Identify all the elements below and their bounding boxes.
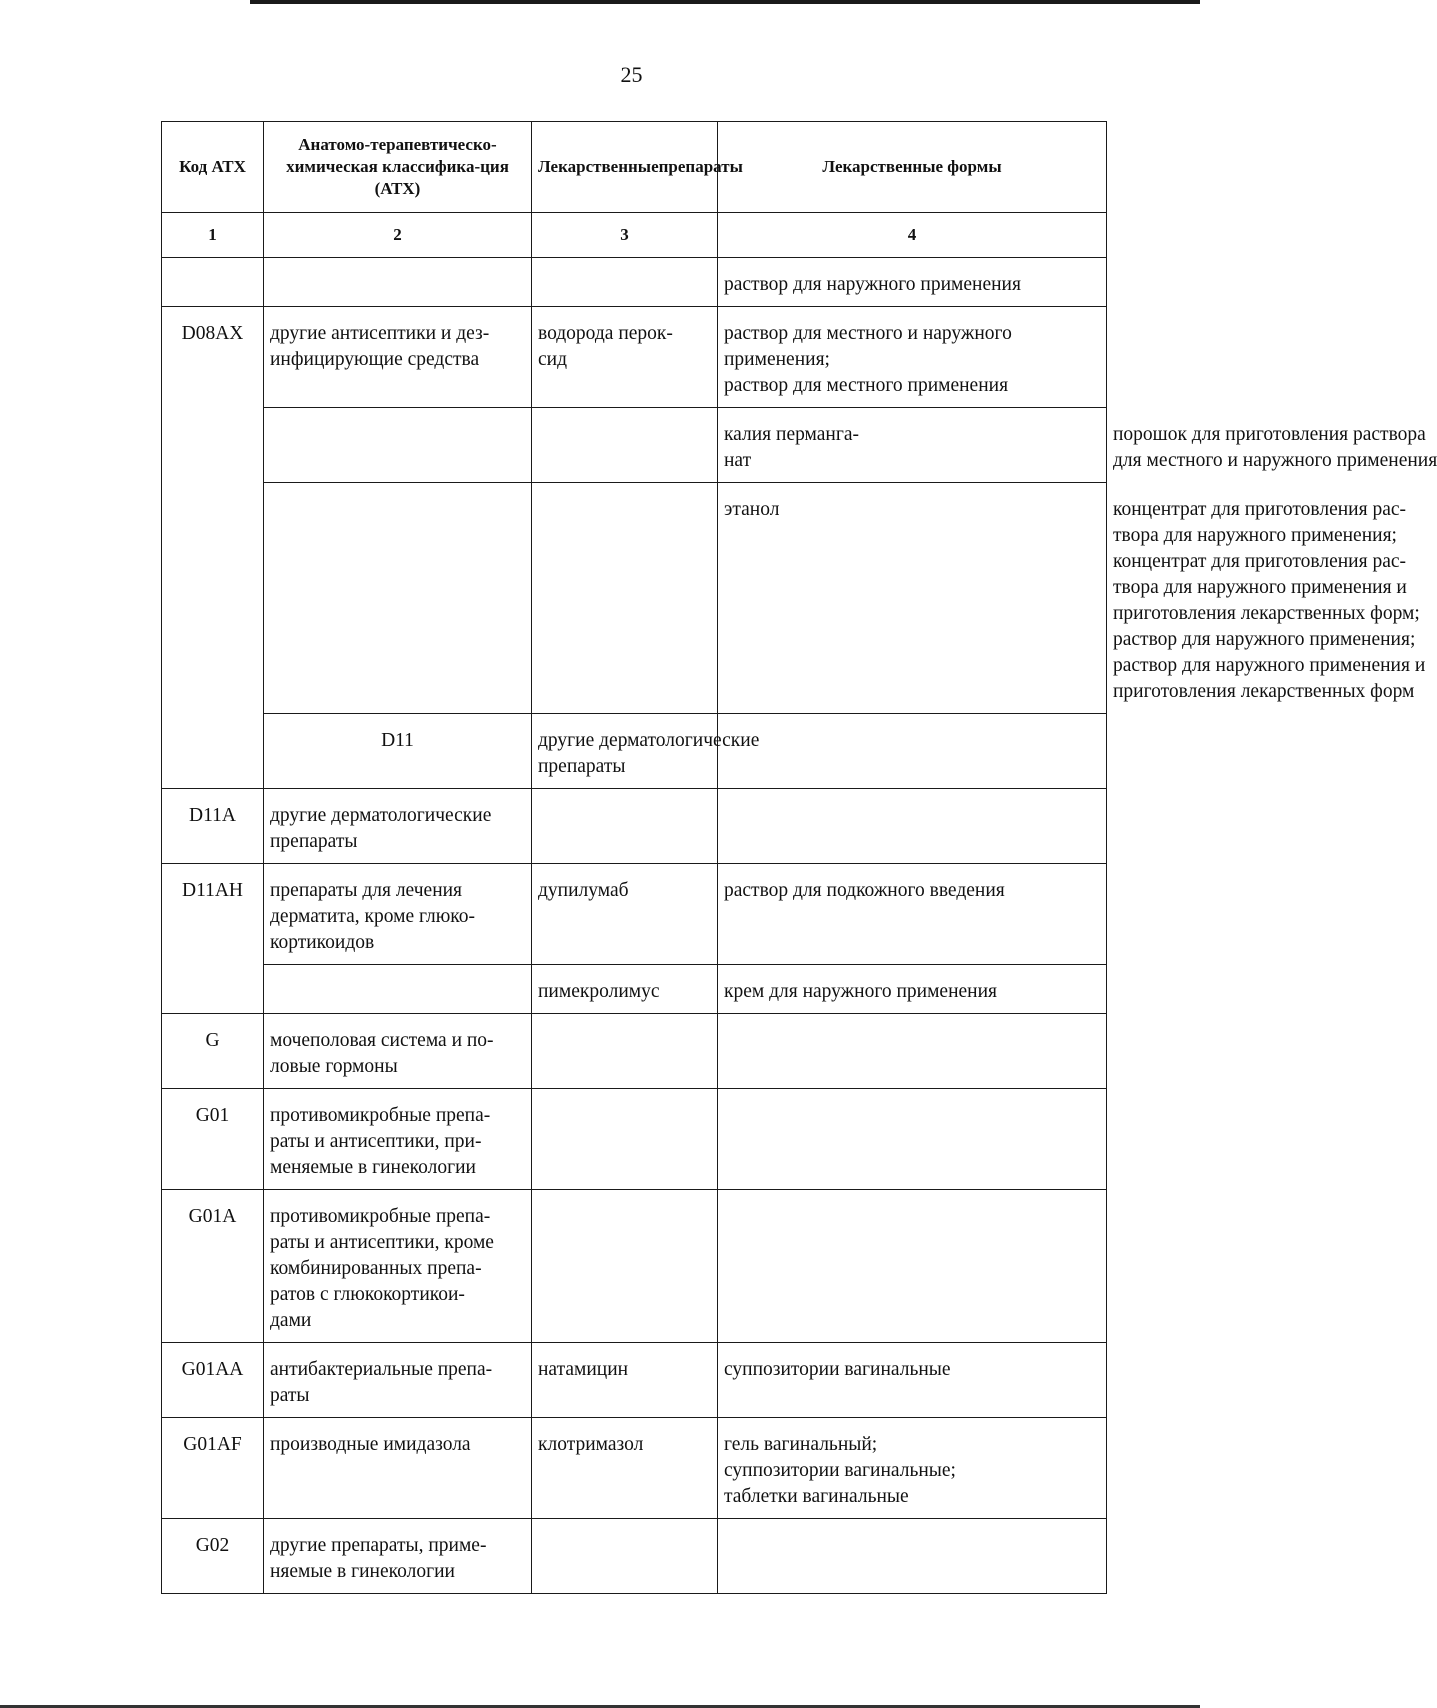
- cell-text-line: раствор для подкожного введения: [724, 880, 1005, 901]
- cell-text-line: комбинированных препа-: [270, 1258, 482, 1279]
- header-atc-code: [162, 122, 264, 213]
- header-text-line: Анатомо-терапевтическо-: [298, 135, 497, 154]
- atc-classification-cell: [264, 1519, 532, 1594]
- cell-text-line: кортикоидов: [270, 932, 375, 953]
- drug-name-cell: [532, 965, 718, 1014]
- cell-text-line: производные имидазола: [270, 1434, 471, 1455]
- table-row: этанол концентрат для приготовления рас- твора для наружного применения; концентрат для приготовления рас- твора для наружного применения и приготовления лекарственных форм; раствор для наружного применения; раствор для наружного применения и приготовления лекарственных форм: [162, 483, 1107, 714]
- cell-text-line: ловые гормоны: [270, 1056, 398, 1077]
- header-drugs: [532, 122, 743, 213]
- table-row: [162, 1343, 1107, 1418]
- cell-text-line: раствор для местного и наружного: [724, 323, 1012, 344]
- atc-code-cell: D08AX: [162, 307, 264, 789]
- header-text-line: Лекарственные: [538, 157, 659, 176]
- dosage-form-cell: [718, 789, 1107, 864]
- atc-code-cell: G01: [162, 1089, 264, 1190]
- atc-code-cell: D11: [264, 714, 532, 789]
- atc-classification-cell: [264, 789, 532, 864]
- header-text-line: Код АТХ: [179, 157, 246, 176]
- drug-name-cell: [532, 1014, 718, 1089]
- atc-classification-cell: [532, 483, 718, 714]
- drug-name-cell: [532, 1089, 718, 1190]
- table-row: [162, 789, 1107, 864]
- column-number: 3: [532, 213, 718, 258]
- header-text-line: Лекарственные формы: [822, 157, 1002, 176]
- atc-classification-cell: [264, 965, 532, 1014]
- atc-code-cell: G02: [162, 1519, 264, 1594]
- cell-text-line: противомикробные препа-: [270, 1206, 491, 1227]
- atc-classification-cell: [264, 1014, 532, 1089]
- drug-name-cell: [532, 1418, 718, 1519]
- cell-text-line: пимекролимус: [538, 981, 660, 1002]
- cell-text-line: раствор для местного применения: [724, 375, 1009, 396]
- column-number: 4: [718, 213, 1107, 258]
- cell-text-line: меняемые в гинекологии: [270, 1157, 476, 1178]
- drug-name-cell: [718, 714, 1107, 789]
- drug-name-cell: [718, 483, 1107, 714]
- cell-text-line: мочеполовая система и по-: [270, 1030, 494, 1051]
- cell-text-line: антибактериальные препа-: [270, 1359, 493, 1380]
- header-text-line: химическая классифика-: [286, 157, 481, 176]
- atc-code-cell: G: [162, 1014, 264, 1089]
- table-row: [162, 965, 1107, 1014]
- column-number: 1: [162, 213, 264, 258]
- cell-text-line: крем для наружного применения: [724, 981, 998, 1002]
- drug-name-cell: [718, 408, 1107, 483]
- atc-classification-cell: [264, 258, 532, 307]
- drug-name-cell: [532, 864, 718, 965]
- header-atc-classification: [264, 122, 532, 213]
- drug-name-cell: [532, 1519, 718, 1594]
- atc-classification-cell: [264, 307, 532, 408]
- cell-text-line: раствор для наружного применения: [724, 274, 1021, 295]
- cell-text-line: нат: [724, 450, 752, 471]
- table-row: [162, 1519, 1107, 1594]
- dosage-form-cell: [718, 1190, 1107, 1343]
- cell-text-line: другие дерматологические: [538, 730, 760, 751]
- header-dosage-forms: [718, 122, 1107, 213]
- cell-text-line: применения;: [724, 349, 830, 370]
- cell-text-line: таблетки вагинальные: [724, 1486, 909, 1507]
- cell-text-line: дерматита, кроме глюко-: [270, 906, 476, 927]
- drug-name-cell: [532, 1190, 718, 1343]
- table-row: [162, 714, 1107, 789]
- atc-code-cell: [264, 483, 532, 714]
- page-number: 25: [620, 62, 643, 87]
- table-header-row: [162, 122, 1107, 213]
- cell-text-line: другие препараты, приме-: [270, 1535, 487, 1556]
- column-number-row: [162, 213, 1107, 258]
- table-row: [162, 1190, 1107, 1343]
- cell-text-line: натамицин: [538, 1359, 629, 1380]
- cell-text-line: препараты для лечения: [270, 880, 463, 901]
- scan-top-edge-line: [250, 0, 1200, 4]
- table-row: [162, 864, 1107, 965]
- header-text-line: ция (АТХ): [374, 157, 509, 198]
- header-text-line: препараты: [658, 157, 743, 176]
- atc-code-cell: G01AF: [162, 1418, 264, 1519]
- drug-name-cell: [532, 789, 718, 864]
- dosage-form-cell: [718, 1418, 1107, 1519]
- cell-text-line: клотримазол: [538, 1434, 644, 1455]
- drug-name-cell: [532, 307, 718, 408]
- cell-text-line: ратов с глюкокортикои-: [270, 1284, 465, 1305]
- cell-text-line: препараты: [538, 756, 626, 777]
- cell-text-line: сид: [538, 349, 568, 370]
- atc-classification-cell: [264, 1418, 532, 1519]
- cell-text-line: этанол: [724, 499, 780, 520]
- atc-code-cell: [264, 408, 532, 483]
- table-row: [162, 1014, 1107, 1089]
- cell-text-line: суппозитории вагинальные;: [724, 1460, 956, 1481]
- atc-classification-cell: [264, 1343, 532, 1418]
- cell-text-line: дупилумаб: [538, 880, 629, 901]
- atc-code-cell: G01AA: [162, 1343, 264, 1418]
- atc-code-cell: [162, 258, 264, 307]
- dosage-form-cell: [718, 1343, 1107, 1418]
- cell-text-line: противомикробные препа-: [270, 1105, 491, 1126]
- atc-classification-cell: [264, 1089, 532, 1190]
- atc-code-cell: D11A: [162, 789, 264, 864]
- atc-code-cell: D11AH: [162, 864, 264, 1014]
- atc-drug-table: [161, 121, 1437, 1594]
- table-row: калия перманга- нат порошок для приготовления раствора для местного и наружного применения: [162, 408, 1107, 483]
- cell-text-line: другие дерматологические: [270, 805, 492, 826]
- atc-classification-cell: [264, 864, 532, 965]
- drug-name-cell: [532, 1343, 718, 1418]
- atc-classification-cell: [532, 408, 718, 483]
- cell-text-line: няемые в гинекологии: [270, 1561, 455, 1582]
- cell-text-line: раты и антисептики, при-: [270, 1131, 482, 1152]
- dosage-form-cell: [718, 864, 1107, 965]
- dosage-form-cell: [718, 307, 1107, 408]
- dosage-form-cell: [718, 965, 1107, 1014]
- table-row: [162, 258, 1107, 307]
- atc-code-cell: G01A: [162, 1190, 264, 1343]
- cell-text-line: раты и антисептики, кроме: [270, 1232, 494, 1253]
- cell-text-line: калия перманга-: [724, 424, 860, 445]
- cell-text-line: раты: [270, 1385, 310, 1406]
- cell-text-line: дами: [270, 1310, 312, 1331]
- dosage-form-cell: [718, 258, 1107, 307]
- table-body: [162, 258, 1437, 1594]
- table-row: [162, 1418, 1107, 1519]
- cell-text-line: суппозитории вагинальные: [724, 1359, 951, 1380]
- drug-name-cell: [532, 258, 718, 307]
- dosage-form-cell: [718, 1014, 1107, 1089]
- table-row: [162, 1089, 1107, 1190]
- cell-text-line: инфицирующие средства: [270, 349, 480, 370]
- cell-text-line: гель вагинальный;: [724, 1434, 878, 1455]
- cell-text-line: препараты: [270, 831, 358, 852]
- cell-text-line: водорода перок-: [538, 323, 673, 344]
- atc-classification-cell: [532, 714, 760, 789]
- table-row: [162, 307, 1107, 408]
- column-number: 2: [264, 213, 532, 258]
- atc-classification-cell: [264, 1190, 532, 1343]
- dosage-form-cell: [718, 1089, 1107, 1190]
- cell-text-line: другие антисептики и дез-: [270, 323, 490, 344]
- dosage-form-cell: [718, 1519, 1107, 1594]
